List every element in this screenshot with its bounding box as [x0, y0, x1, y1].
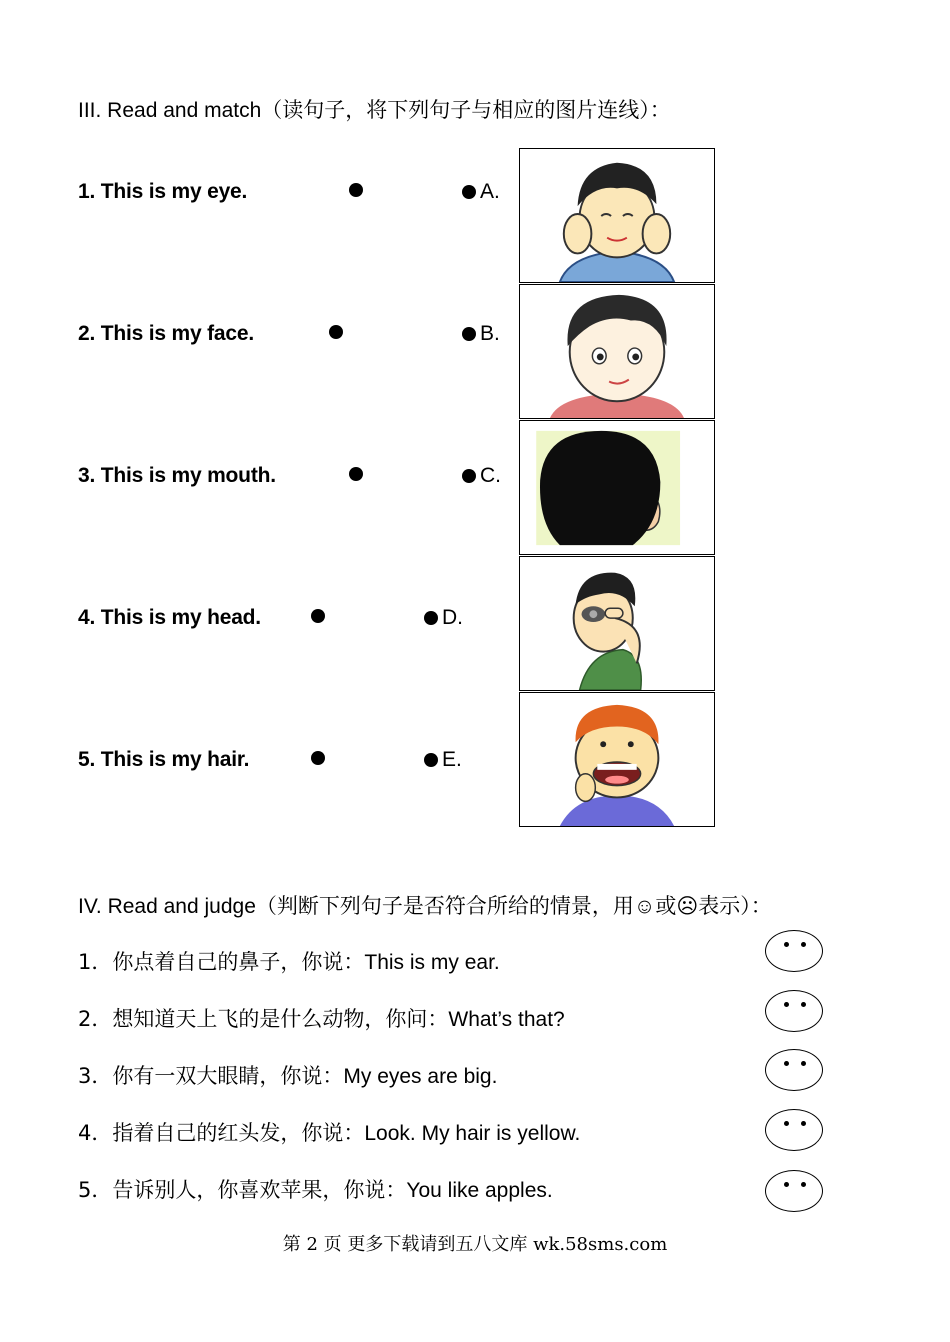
section-4-title: IV. Read and judge（判断下列句子是否符合所给的情景，用☺或☹表示）：: [78, 895, 772, 918]
judge-item-3: [78, 1060, 497, 1090]
match-sentence-3: 3. This is my mouth.: [78, 464, 276, 487]
match-dot-option-c[interactable]: [462, 469, 476, 483]
judge-item-number: 2．: [78, 1007, 113, 1031]
judge-answer-face-5[interactable]: [765, 1170, 823, 1212]
judge-item-scenario: 告诉别人，你喜欢苹果，你说：: [112, 1178, 407, 1202]
judge-answer-face-2[interactable]: [765, 990, 823, 1032]
match-dot-sentence-3[interactable]: [349, 467, 363, 481]
judge-item-scenario: 你点着自己的鼻子，你说：: [112, 950, 365, 974]
match-option-d[interactable]: [424, 606, 463, 630]
judge-item-4: [78, 1117, 580, 1147]
match-option-c[interactable]: [462, 464, 501, 488]
page-footer: 第 2 页 更多下载请到五八文库 wk.58sms.com: [282, 1234, 668, 1255]
judge-item-sentence: What’s that?: [448, 1008, 565, 1031]
match-sentence-1: 1. This is my eye.: [78, 180, 248, 203]
back-of-head-picture: [519, 420, 715, 555]
boy-touching-face-picture: [519, 148, 715, 283]
judge-item-1: [78, 946, 500, 976]
judge-item-sentence: This is my ear.: [364, 951, 500, 974]
judge-answer-face-3[interactable]: [765, 1049, 823, 1091]
judge-item-sentence: My eyes are big.: [343, 1065, 498, 1088]
judge-item-number: 3．: [78, 1064, 113, 1088]
judge-item-sentence: Look. My hair is yellow.: [364, 1122, 581, 1145]
match-dot-option-a[interactable]: [462, 185, 476, 199]
option-a-label: A.: [480, 180, 500, 203]
match-option-e[interactable]: [424, 748, 462, 772]
judge-item-5: [78, 1174, 553, 1204]
match-dot-option-e[interactable]: [424, 753, 438, 767]
match-dot-sentence-1[interactable]: [349, 183, 363, 197]
match-dot-sentence-2[interactable]: [329, 325, 343, 339]
match-option-a[interactable]: [462, 180, 500, 204]
boy-showing-mouth-picture: [519, 692, 715, 827]
judge-item-2: [78, 1003, 565, 1033]
option-c-label: C.: [480, 464, 501, 487]
judge-item-number: 5．: [78, 1178, 113, 1202]
judge-answer-face-4[interactable]: [765, 1109, 823, 1151]
boy-pointing-eye-picture: [519, 556, 715, 691]
judge-item-scenario: 想知道天上飞的是什么动物，你问：: [112, 1007, 449, 1031]
option-e-label: E.: [442, 748, 462, 771]
option-b-label: B.: [480, 322, 500, 345]
judge-answer-face-1[interactable]: [765, 930, 823, 972]
match-dot-option-d[interactable]: [424, 611, 438, 625]
match-sentence-2: 2. This is my face.: [78, 322, 254, 345]
judge-item-number: 1．: [78, 950, 113, 974]
match-dot-sentence-4[interactable]: [311, 609, 325, 623]
match-option-b[interactable]: [462, 322, 500, 346]
judge-item-scenario: 指着自己的红头发，你说：: [112, 1121, 365, 1145]
match-sentence-5: 5. This is my hair.: [78, 748, 250, 771]
match-dot-sentence-5[interactable]: [311, 751, 325, 765]
match-sentence-4: 4. This is my head.: [78, 606, 261, 629]
match-dot-option-b[interactable]: [462, 327, 476, 341]
boy-face-picture: [519, 284, 715, 419]
judge-item-scenario: 你有一双大眼睛，你说：: [112, 1064, 344, 1088]
judge-item-number: 4．: [78, 1121, 113, 1145]
judge-item-sentence: You like apples.: [406, 1179, 553, 1202]
option-d-label: D.: [442, 606, 463, 629]
section-3-title: III. Read and match（读句子，将下列句子与相应的图片连线）：: [78, 99, 671, 122]
